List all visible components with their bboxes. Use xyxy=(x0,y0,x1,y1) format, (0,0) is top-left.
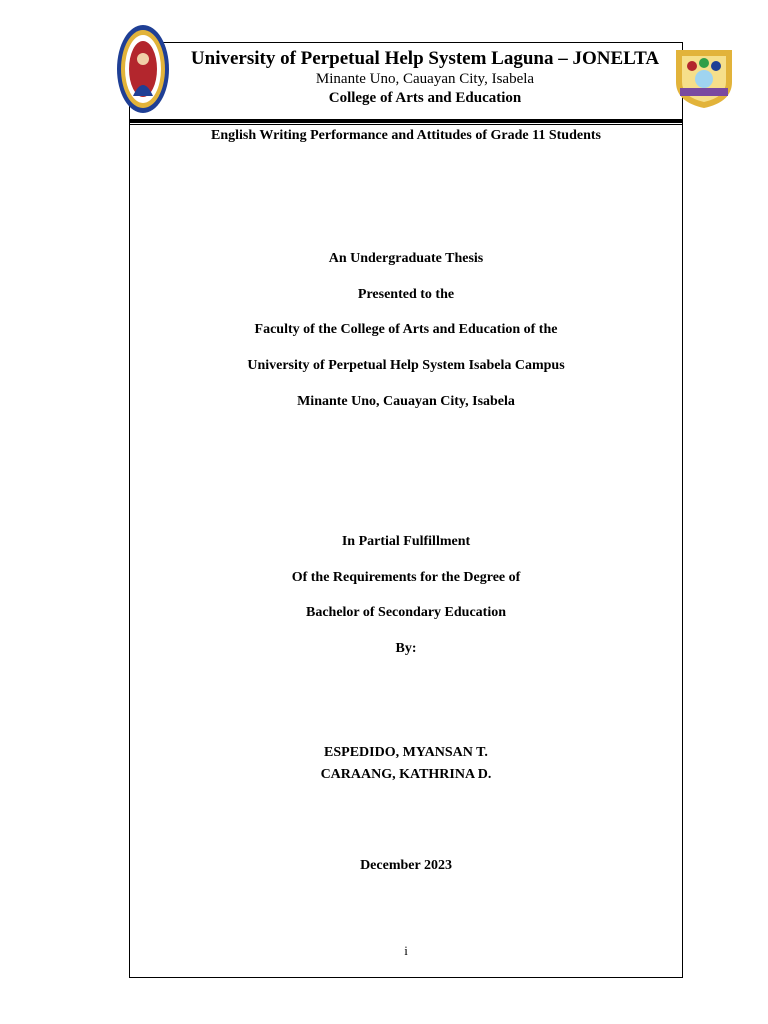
author-name: ESPEDIDO, MYANSAN T. xyxy=(324,745,488,760)
presentation-line: Faculty of the College of Arts and Education of the xyxy=(254,322,558,337)
author-name: CARAANG, KATHRINA D. xyxy=(320,767,492,782)
university-name: University of Perpetual Help System Laguna – JONELTA xyxy=(190,48,660,69)
page-number: i xyxy=(404,943,408,958)
header-divider xyxy=(129,119,683,123)
submission-date: December 2023 xyxy=(360,858,452,873)
thesis-title: English Writing Performance and Attitudes of Grade 11 Students xyxy=(211,128,601,143)
header-divider-thin xyxy=(129,124,683,125)
fulfillment-line: Of the Requirements for the Degree of xyxy=(291,570,521,585)
university-address: Minante Uno, Cauayan City, Isabela xyxy=(315,71,535,87)
page-border xyxy=(129,42,683,978)
presentation-line: Presented to the xyxy=(357,287,455,302)
presentation-line: An Undergraduate Thesis xyxy=(328,251,484,266)
college-name: College of Arts and Education xyxy=(328,90,522,106)
presentation-line: Minante Uno, Cauayan City, Isabela xyxy=(297,394,515,409)
by-label: By: xyxy=(395,641,417,656)
presentation-line: University of Perpetual Help System Isabela Campus xyxy=(247,358,565,373)
fulfillment-line: Bachelor of Secondary Education xyxy=(305,605,507,620)
fulfillment-line: In Partial Fulfillment xyxy=(341,534,471,549)
